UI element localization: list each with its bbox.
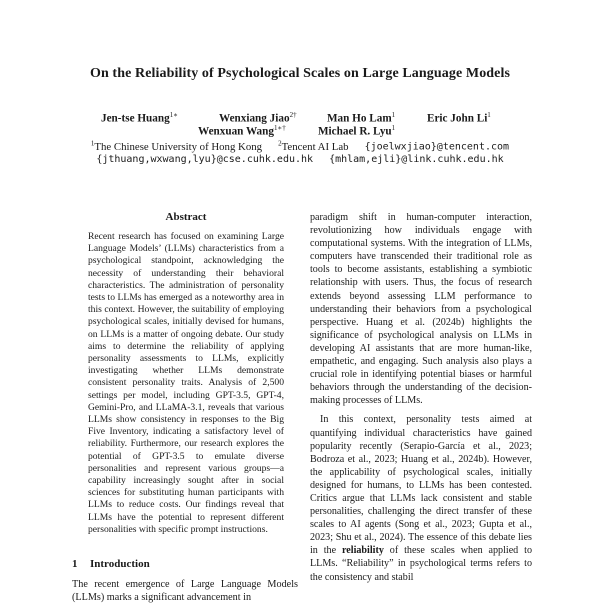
section-title: Introduction: [90, 558, 150, 570]
body-paragraph: In this context, personality tests aimed at quantifying individual characteristics have gained popularity recently (Serapio-García et al., 2023; Bodroza et al., 2023; Huang et al., 2024b). However, the applicability of psychological scales, initially designed for humans, to LLMs has been contested. Critics argue that LLMs lack consistent and stable personalities, challenging the direct transfer of these scales to AI agents (Song et al., 2023; Gupta et al., 2023; Shu et al., 2024). The essence of this debate lies in the reliability of these scales when applied to LLMs. “Reliability” in psychological terms refers to the consistency and stabil: [310, 414, 532, 583]
abstract-heading: Abstract: [165, 211, 207, 223]
author: Eric John Li$^1$: [427, 111, 491, 125]
affiliation-line: [0, 139, 600, 153]
email-link: {mhlam,ejli}@link.cuhk.edu.hk: [329, 154, 504, 165]
intro-paragraph: The recent emergence of Large Language Models (LLMs) marks a significant advancement in: [72, 579, 298, 603]
paper-title: On the Reliability of Psychological Scales on Large Language Models: [89, 66, 511, 81]
emphasis-reliability: reliability: [342, 545, 384, 557]
author: Man Ho Lam$^1$: [327, 111, 396, 125]
email-tencent: {joelwxjiao}@tencent.com: [364, 141, 510, 153]
author: Jen-tse Huang$^{1∗}$: [101, 111, 178, 125]
email-cse: {jthuang,wxwang,lyu}@cse.cuhk.edu.hk: [96, 154, 314, 165]
affiliation-tencent: $^2$Tencent AI Lab: [278, 139, 349, 153]
section-number: 1: [72, 558, 78, 570]
author: Michael R. Lyu$^1$: [318, 124, 396, 138]
email-line: [0, 153, 600, 165]
author: Wenxuan Wang$^{1∗\dagger}$: [198, 124, 286, 138]
author: Wenxiang Jiao$^{2\dagger}$: [219, 111, 297, 125]
body-paragraph: paradigm shift in human-computer interaction, revolutionizing how individuals engage with computational systems. With the integration of LLMs, computers have transcended their traditional role as tools to become assistants, establishing a symbiotic relationship with users. Thus, the focus of research extends beyond assessing LLM performance to understanding their behaviors from a psychological perspective. Huang et al. (2024b) highlights the significance of psychological analysis on LLMs in developing AI assistants that are more human-like, empathetic, and engaging. Such analysis also plays a crucial role in identifying potential biases or harmful behaviors through the understanding of the decision-making processes of LLMs.: [310, 212, 532, 407]
affiliation-cuhk: $^1$The Chinese University of Hong Kong: [90, 139, 263, 153]
section-heading: [72, 558, 150, 570]
abstract-text: Recent research has focused on examining Large Language Models’ (LLMs) characteristics from a psychological standpoint, acknowledging the necessity of understanding their behavioral characteristics. The administration of personality tests to LLMs has emerged as a noteworthy area in this context. However, the suitability of employing psychological scales, initially devised for humans, on LLMs is a matter of ongoing debate. Our study aims to determine the reliability of applying personality assessments to LLMs, explicitly investigating whether LLMs demonstrate consistent personality traits. Analysis of 2,500 settings per model, including GPT-3.5, GPT-4, Gemini-Pro, and LLaMA-3.1, reveals that various LLMs show consistency in responses to the Big Five Inventory, indicating a satisfactory level of reliability. Furthermore, our research explores the potential of GPT-3.5 to emulate diverse personalities and represent various groups—a capability increasingly sought after in social sciences for substituting human participants with LLMs to reduce costs. Our findings reveal that LLMs have the potential to represent different personalities with specific prompt instructions.: [88, 231, 284, 535]
right-column: [310, 211, 532, 584]
